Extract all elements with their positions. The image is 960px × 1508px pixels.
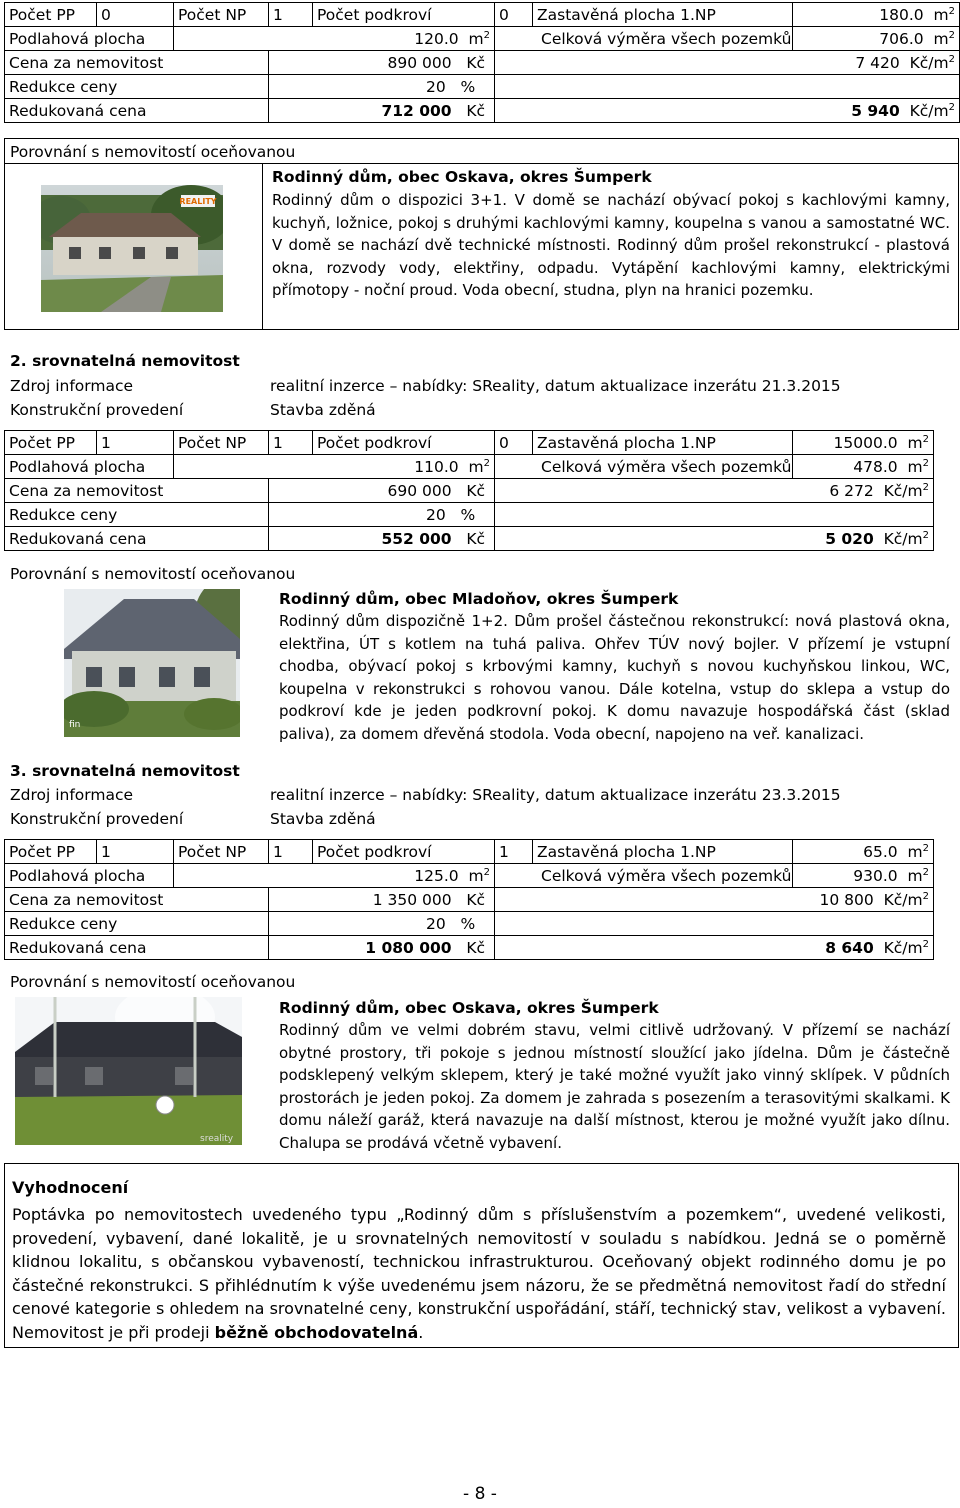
value-redukce: 20 %: [269, 75, 495, 99]
row-redukce: [5, 75, 960, 99]
label-redukovana: Redukovaná cena: [5, 936, 269, 960]
value-pp: 1: [97, 431, 174, 455]
row-cena: [5, 479, 934, 503]
value-pp: 1: [97, 840, 174, 864]
label-cena: Cena za nemovitost: [5, 888, 269, 912]
source-value-2: realitní inzerce – nabídky: SReality, datum aktualizace inzerátu 21.3.2015: [270, 377, 841, 395]
label-podkrovi: Počet podkroví: [313, 3, 495, 27]
source-value-3: realitní inzerce – nabídky: SReality, datum aktualizace inzerátu 23.3.2015: [270, 786, 841, 804]
label-zastavena: Zastavěná plocha 1.NP: [533, 840, 793, 864]
label-redukovana: Redukovaná cena: [5, 99, 269, 123]
params-table-3: [4, 839, 934, 960]
row-redukovana: [5, 99, 960, 123]
construction-label-3: Konstrukční provedení: [10, 810, 184, 828]
label-podkrovi: Počet podkroví: [313, 840, 495, 864]
value-podkrovi: 0: [495, 3, 533, 27]
property-title-2: Rodinný dům, obec Mladoňov, okres Šumperk: [279, 590, 679, 608]
value-zastavena: 180.0 $m^2$: [793, 3, 960, 27]
value-np: 1: [269, 840, 313, 864]
value-redukovana: 1 080 000 Kč: [269, 936, 495, 960]
value-zastavena: 15000.0 $m^2$: [793, 431, 934, 455]
value-podkrovi: 1: [495, 840, 533, 864]
label-pp: Počet PP: [5, 3, 97, 27]
value-podlahova: 125.0 $m^2$: [174, 864, 495, 888]
value-podlahova: 120.0 $m^2$: [174, 27, 495, 51]
label-zastavena: Zastavěná plocha 1.NP: [533, 431, 793, 455]
row-counts: [5, 431, 934, 455]
property-text-1: Rodinný dům o dispozici 3+1. V domě se nachází obývací pokoj s kachlovými kamny, kuchyň, ložnice, pokoj s druhými kachlovými kamny, koupelna s vanou a samostatné WC. V domě se nachází dvě technické místnosti. Rodinný dům prošel rekonstrukcí - plastová okna, rozvody vody, elektřiny, odpadu. Vytápění kachlovými kamny, elektrickými přímotopy - noční proud. Voda obecní, studna, plyn na hranici pozemku.: [272, 191, 950, 299]
property-text-3: Rodinný dům ve velmi dobrém stavu, velmi citlivě udržovaný. V přízemí se nachází obytné prostory, tři pokoje s jednou místností sloužící jako jídelna. Dům je částečně podsklepený velkým sklepem, který je také možné využít jako vinný sklípek. V půdních prostorách je jeden pokoj. Za domem je zahrada s posezením a terasovitými skalkami. K domu náleží garáž, která navazuje na další místnost, kterou je možné využít jako dílnu. Chalupa se prodává včetně vybavení.: [279, 1021, 950, 1152]
row-redukovana: [5, 527, 934, 551]
house-photo-2: [64, 589, 240, 737]
row-cena: [5, 888, 934, 912]
row-counts: [5, 3, 960, 27]
construction-label-2: Konstrukční provedení: [10, 401, 184, 419]
compare-label-2: Porovnání s nemovitostí oceňovanou: [10, 565, 296, 583]
value-redukce: 20 %: [269, 912, 495, 936]
row-cena: [5, 51, 960, 75]
row-redukce: [5, 503, 934, 527]
label-vymera: Celková výměra všech pozemků: [495, 864, 793, 888]
value-vymera: 706.0 $m^2$: [793, 27, 960, 51]
label-cena: Cena za nemovitost: [5, 51, 269, 75]
row-redukce: [5, 912, 934, 936]
value-cena: 690 000 Kč: [269, 479, 495, 503]
label-redukce: Redukce ceny: [5, 912, 269, 936]
value-redukovana: 712 000 Kč: [269, 99, 495, 123]
label-podkrovi: Počet podkroví: [313, 431, 495, 455]
compare-divider-1: [262, 163, 263, 330]
row-redukovana: [5, 936, 934, 960]
value-redukovana-m2: 5 020 $Kč/m^2$: [495, 527, 934, 551]
compare-label-1: Porovnání s nemovitostí oceňovanou: [10, 143, 296, 161]
value-cena-m2: 6 272 $Kč/m^2$: [495, 479, 934, 503]
value-cena-m2: 7 420 $Kč/m^2$: [495, 51, 960, 75]
label-np: Počet NP: [174, 840, 269, 864]
evaluation-heading: Vyhodnocení: [12, 1178, 129, 1197]
row-plocha: [5, 455, 934, 479]
label-podlahova: Podlahová plocha: [5, 864, 174, 888]
source-label-3: Zdroj informace: [10, 786, 134, 804]
value-podkrovi: 0: [495, 431, 533, 455]
value-pp: 0: [97, 3, 174, 27]
house-photo-3: [15, 997, 242, 1145]
value-np: 1: [269, 431, 313, 455]
value-cena: 1 350 000 Kč: [269, 888, 495, 912]
evaluation-text: Poptávka po nemovitostech uvedeného typu „Rodinný dům s příslušenstvím a pozemkem“, uvedené velikosti, provedení, vybavení, dané lokalitě, je u srovnatelných nemovitostí v souladu s nabídkou. Jedná se o poměrně klidnou lokalitu, s občanskou vybaveností, technickou infrastrukturou. Oceňovaný objekt rodinného domu je po částečné rekonstrukci. S přihlédnutím k výše uvedenému jsem názoru, že se předmětná nemovitost řadí do střední cenové kategorie s ohledem na srovnatelné ceny, konstrukční uspořádání, stáří, technický stav, velikost a vybavení. Nemovitost je při prodeji běžně obchodovatelná.: [12, 1205, 946, 1342]
property-title-3: Rodinný dům, obec Oskava, okres Šumperk: [279, 999, 659, 1017]
label-vymera: Celková výměra všech pozemků: [495, 27, 793, 51]
row-plocha: [5, 27, 960, 51]
label-pp: Počet PP: [5, 431, 97, 455]
construction-value-2: Stavba zděná: [270, 401, 376, 419]
section-heading-3: 3. srovnatelná nemovitost: [10, 762, 240, 780]
value-vymera: 930.0 $m^2$: [793, 864, 934, 888]
photo-watermark-2: fin: [69, 720, 81, 730]
value-redukovana: 552 000 Kč: [269, 527, 495, 551]
label-redukce: Redukce ceny: [5, 503, 269, 527]
value-podlahova: 110.0 $m^2$: [174, 455, 495, 479]
photo-watermark-3: sreality: [200, 1134, 234, 1144]
value-redukovana-m2: 8 640 $Kč/m^2$: [495, 936, 934, 960]
label-podlahova: Podlahová plocha: [5, 27, 174, 51]
compare-hline-1: [4, 163, 959, 164]
source-label-2: Zdroj informace: [10, 377, 134, 395]
label-redukce: Redukce ceny: [5, 75, 269, 99]
label-vymera: Celková výměra všech pozemků: [495, 455, 793, 479]
value-cena-m2: 10 800 $Kč/m^2$: [495, 888, 934, 912]
page-number: - 8 -: [463, 1484, 497, 1504]
row-plocha: [5, 864, 934, 888]
params-table-1: [4, 2, 960, 123]
house-photo-1: [41, 185, 223, 312]
label-np: Počet NP: [174, 431, 269, 455]
value-vymera: 478.0 $m^2$: [793, 455, 934, 479]
value-np: 1: [269, 3, 313, 27]
construction-value-3: Stavba zděná: [270, 810, 376, 828]
photo-watermark-1: REALITY: [179, 197, 217, 206]
value-redukce: 20 %: [269, 503, 495, 527]
property-text-2: Rodinný dům dispozičně 1+2. Dům prošel částečnou rekonstrukcí: nová plastová okna, elektřina, ÚT s kotlem na tuhá paliva. Ohřev TÚV nový bojler. V přízemí je vstupní chodba, obývací pokoj s krbovými kamny, kuchyň s novou kuchyňskou linkou, WC, koupelna v rekonstrukci s rohovou vanou. Dále kotelna, vstup do sklepa a vstup do podkroví kde je jeden podkrovní pokoj. K domu navazuje hospodářská část (sklad paliva), za domem dřevěná stodola. Voda obecní, napojeno na veř. kanalizaci.: [279, 612, 950, 743]
label-zastavena: Zastavěná plocha 1.NP: [533, 3, 793, 27]
label-redukovana: Redukovaná cena: [5, 527, 269, 551]
label-np: Počet NP: [174, 3, 269, 27]
params-table-2: [4, 430, 934, 551]
value-redukovana-m2: 5 940 $Kč/m^2$: [495, 99, 960, 123]
row-counts: [5, 840, 934, 864]
label-podlahova: Podlahová plocha: [5, 455, 174, 479]
value-zastavena: 65.0 $m^2$: [793, 840, 934, 864]
section-heading-2: 2. srovnatelná nemovitost: [10, 352, 240, 370]
value-cena: 890 000 Kč: [269, 51, 495, 75]
compare-label-3: Porovnání s nemovitostí oceňovanou: [10, 973, 296, 991]
label-pp: Počet PP: [5, 840, 97, 864]
label-cena: Cena za nemovitost: [5, 479, 269, 503]
property-title-1: Rodinný dům, obec Oskava, okres Šumperk: [272, 168, 652, 186]
